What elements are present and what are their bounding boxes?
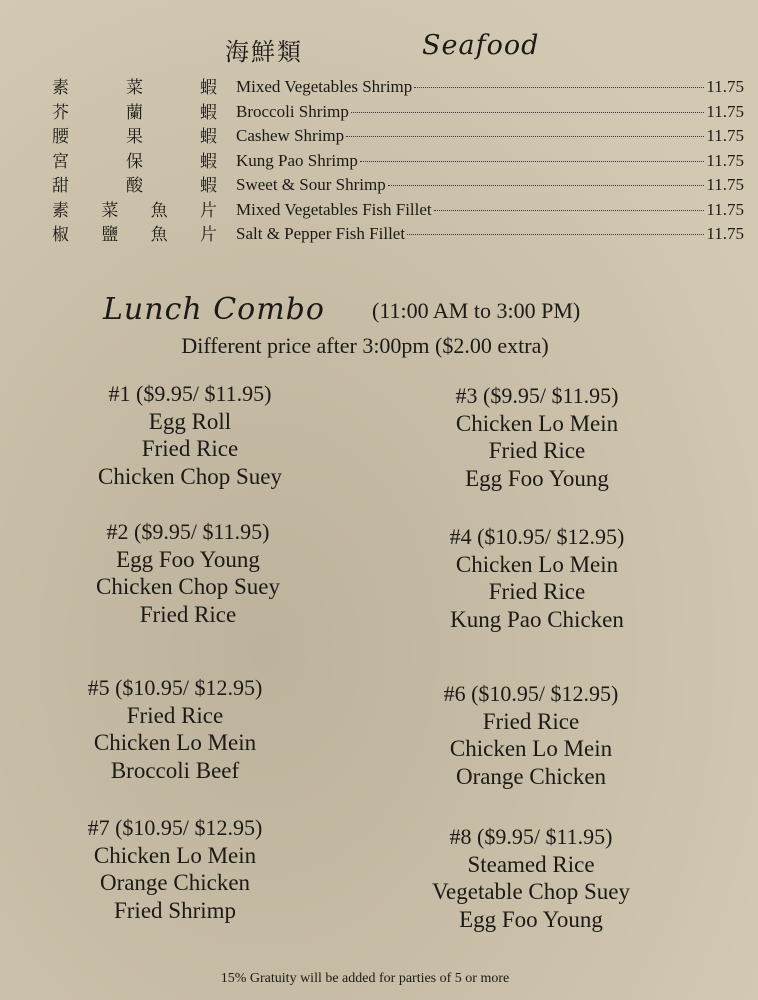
menu-item bbox=[40, 123, 750, 148]
combo-item: Chicken Chop Suey bbox=[96, 574, 280, 599]
menu-item-price: 11.75 bbox=[706, 199, 744, 219]
menu-item-price: 11.75 bbox=[706, 77, 744, 96]
menu-item bbox=[40, 197, 750, 222]
combo-header: #6 ($10.95/ $12.95) bbox=[443, 681, 619, 706]
seafood-title-english: Seafood bbox=[422, 30, 540, 61]
menu-item-name: Broccoli Shrimp bbox=[236, 101, 349, 121]
combo-item: Fried Shrimp bbox=[113, 897, 237, 923]
combo-card bbox=[366, 823, 696, 933]
menu-item-name: Mixed Vegetables Shrimp bbox=[236, 77, 413, 96]
combo-header: #2 ($9.95/ $11.95) bbox=[106, 519, 270, 544]
menu-item-chinese: 素 菜 魚 片 bbox=[52, 200, 217, 221]
menu-item bbox=[40, 221, 750, 246]
gratuity-note: 15% Gratuity will be added for parties of 5 or more bbox=[220, 971, 510, 986]
dot-leader bbox=[360, 161, 705, 162]
combo-item: Egg Foo Young bbox=[116, 546, 260, 572]
menu-item-chinese: 素 菜 蝦 bbox=[52, 78, 217, 98]
combo-item: Chicken Lo Mein bbox=[93, 842, 257, 868]
menu-item bbox=[40, 99, 750, 124]
combo-header: #1 ($9.95/ $11.95) bbox=[108, 381, 272, 406]
combo-item: Steamed Rice bbox=[467, 851, 595, 877]
menu-item-price: 11.75 bbox=[706, 150, 744, 170]
combo-item: Fried Rice bbox=[141, 436, 239, 461]
lunch-price-note: Different price after 3:00pm ($2.00 extra) bbox=[181, 333, 549, 358]
combo-item: Fried Rice bbox=[126, 702, 224, 728]
dot-leader bbox=[346, 136, 704, 137]
menu-item bbox=[40, 148, 750, 173]
combo-item: Chicken Chop Suey bbox=[98, 463, 282, 489]
combo-item: Chicken Lo Mein bbox=[455, 551, 619, 577]
dot-leader bbox=[351, 112, 705, 113]
combo-item: Chicken Lo Mein bbox=[93, 730, 257, 755]
menu-item-chinese: 芥 蘭 蝦 bbox=[52, 102, 217, 123]
menu-item bbox=[40, 74, 750, 99]
combo-item: Fried Rice bbox=[482, 708, 580, 734]
combo-card bbox=[10, 814, 340, 924]
dot-leader bbox=[434, 210, 705, 211]
combo-item: Orange Chicken bbox=[99, 870, 251, 895]
dot-leader bbox=[388, 185, 705, 186]
combo-card bbox=[366, 680, 696, 790]
menu-item-price: 11.75 bbox=[706, 175, 744, 194]
lunch-combo-title: Lunch Combo bbox=[103, 292, 325, 327]
menu-item-chinese: 甜 酸 蝦 bbox=[52, 176, 217, 196]
menu-item-price: 11.75 bbox=[706, 101, 744, 121]
lunch-combo-hours: (11:00 AM to 3:00 PM) bbox=[372, 298, 581, 323]
menu-item bbox=[40, 172, 750, 197]
combo-card bbox=[372, 523, 702, 633]
combo-header: #3 ($9.95/ $11.95) bbox=[455, 383, 619, 408]
lunch-combo-heading bbox=[0, 292, 758, 332]
menu-item-price: 11.75 bbox=[706, 126, 744, 145]
menu-item-name: Salt & Pepper Fish Fillet bbox=[236, 224, 406, 243]
combo-item: Broccoli Beef bbox=[110, 757, 240, 783]
combo-card bbox=[372, 382, 702, 492]
combo-item: Chicken Lo Mein bbox=[455, 410, 619, 436]
menu-item-name: Mixed Vegetables Fish Fillet bbox=[236, 199, 432, 219]
seafood-list bbox=[40, 74, 750, 246]
dot-leader bbox=[414, 87, 704, 88]
seafood-heading bbox=[0, 30, 758, 66]
menu-item-name: Kung Pao Shrimp bbox=[236, 150, 358, 170]
combo-item: Vegetable Chop Suey bbox=[431, 879, 630, 904]
combo-card bbox=[10, 674, 340, 784]
combo-item: Egg Foo Young bbox=[465, 465, 609, 491]
combo-item: Egg Roll bbox=[148, 408, 232, 434]
combo-item: Fried Rice bbox=[139, 601, 237, 627]
menu-item-chinese: 腰 果 蝦 bbox=[52, 127, 217, 147]
combo-item: Kung Pao Chicken bbox=[450, 606, 624, 632]
dot-leader bbox=[407, 234, 704, 235]
combo-item: Egg Foo Young bbox=[459, 906, 603, 932]
combo-item: Orange Chicken bbox=[455, 763, 607, 789]
combo-header: #8 ($9.95/ $11.95) bbox=[449, 824, 613, 849]
combo-header: #7 ($10.95/ $12.95) bbox=[87, 815, 263, 840]
seafood-title-chinese: 海鮮類 bbox=[225, 38, 303, 66]
combo-card bbox=[25, 380, 355, 490]
combo-item: Fried Rice bbox=[488, 438, 586, 463]
menu-item-name: Cashew Shrimp bbox=[236, 126, 345, 145]
menu-item-chinese: 椒 鹽 魚 片 bbox=[52, 225, 217, 245]
menu-item-name: Sweet & Sour Shrimp bbox=[236, 175, 386, 194]
combo-header: #4 ($10.95/ $12.95) bbox=[449, 524, 625, 549]
menu-item-chinese: 宮 保 蝦 bbox=[52, 151, 217, 172]
combo-header: #5 ($10.95/ $12.95) bbox=[87, 675, 263, 700]
menu-item-price: 11.75 bbox=[706, 224, 744, 243]
combo-item: Fried Rice bbox=[488, 579, 586, 604]
combo-card bbox=[23, 518, 353, 628]
combo-item: Chicken Lo Mein bbox=[449, 736, 613, 761]
